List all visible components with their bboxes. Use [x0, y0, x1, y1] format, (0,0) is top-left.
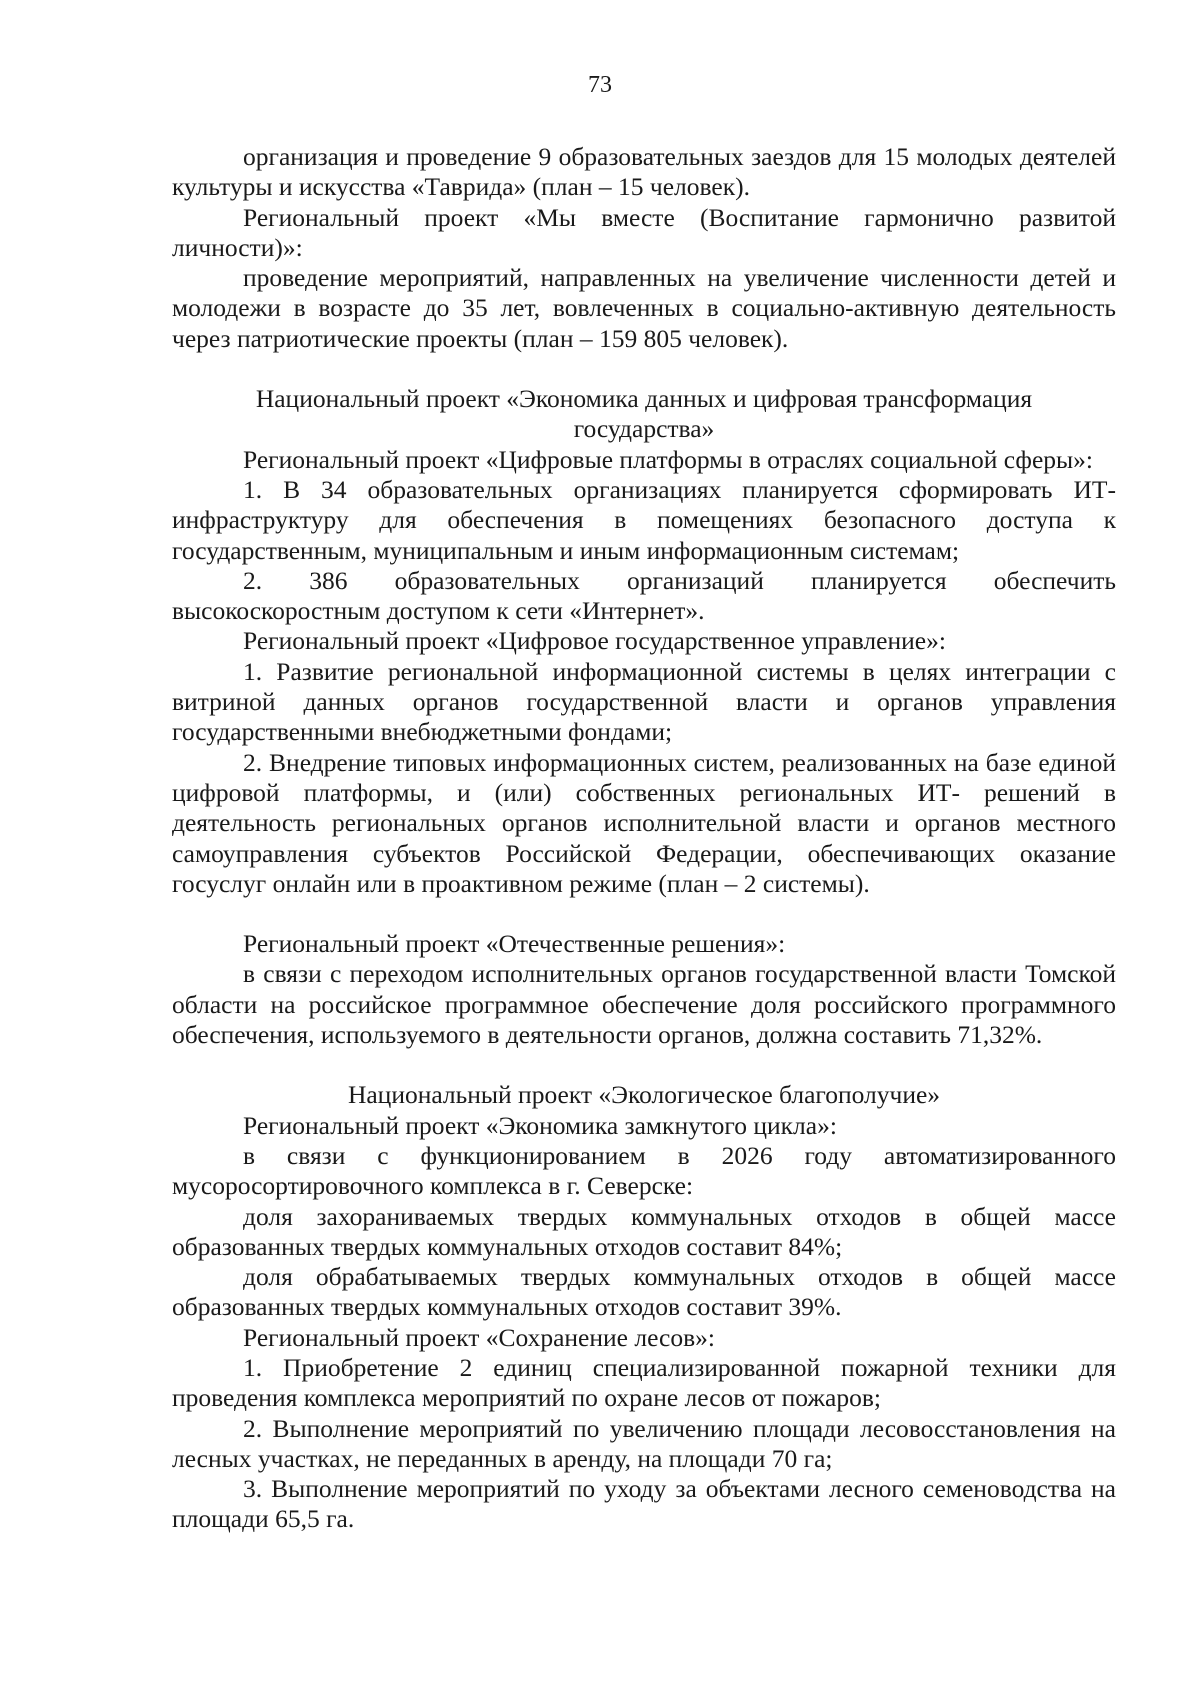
paragraph: 2. Выполнение мероприятий по увеличению площади лесовосстановления на лесных участках, не переданных в аренду, на площади 70 га;: [172, 1413, 1116, 1473]
paragraph: Региональный проект «Мы вместе (Воспитание гармонично развитой личности)»:: [172, 202, 1116, 262]
paragraph: доля обрабатываемых твердых коммунальных отходов в общей массе образованных твердых коммунальных отходов составит 39%.: [172, 1262, 1116, 1322]
paragraph: 1. Развитие региональной информационной системы в целях интеграции с витриной данных органов государственной власти и органов управления государственными внебюджетными фондами;: [172, 656, 1116, 747]
paragraph: 2. Внедрение типовых информационных систем, реализованных на базе единой цифровой платформы, и (или) собственных региональных ИТ- решений в деятельность региональных органов исполнительной власти и органов местного самоуправления субъектов Российской Федерации, обеспечивающих оказание госуслуг онлайн или в проактивном режиме (план – 2 системы).: [172, 747, 1116, 898]
paragraph: 3. Выполнение мероприятий по уходу за объектами лесного семеноводства на площади 65,5 га.: [172, 1474, 1116, 1534]
paragraph: 1. В 34 образовательных организациях планируется сформировать ИТ-инфраструктуру для обеспечения в помещениях безопасного доступа к государственным, муниципальным и иным информационным системам;: [172, 474, 1116, 565]
page-number: 73: [588, 72, 612, 98]
section-heading: Национальный проект «Экологическое благополучие»: [347, 1080, 941, 1110]
paragraph: Региональный проект «Отечественные решения»:: [243, 929, 786, 959]
paragraph: в связи с переходом исполнительных органов государственной власти Томской области на российское программное обеспечение доля российского программного обеспечения, используемого в деятельности органов, должна составить 71,32%.: [172, 959, 1116, 1050]
paragraph: Региональный проект «Цифровые платформы в отраслях социальной сферы»:: [243, 444, 1093, 474]
paragraph: в связи с функционированием в 2026 году автоматизированного мусоросортировочного комплекса в г. Северске:: [172, 1140, 1116, 1201]
document-body: [172, 142, 1116, 1535]
paragraph: доля захораниваемых твердых коммунальных отходов в общей массе образованных твердых коммунальных отходов составит 84%;: [172, 1201, 1116, 1261]
paragraph: Региональный проект «Сохранение лесов»:: [243, 1322, 715, 1352]
paragraph: организация и проведение 9 образовательных заездов для 15 молодых деятелей культуры и искусства «Таврида» (план – 15 человек).: [172, 142, 1116, 202]
paragraph: Региональный проект «Цифровое государственное управление»:: [243, 626, 946, 656]
section-heading: Национальный проект «Экономика данных и цифровая трансформация государства»: [255, 384, 1033, 444]
paragraph: 2. 386 образовательных организаций планируется обеспечить высокоскоростным доступом к сети «Интернет».: [172, 565, 1116, 626]
paragraph: проведение мероприятий, направленных на увеличение численности детей и молодежи в возрасте до 35 лет, вовлеченных в социально-активную деятельность через патриотические проекты (план – 159 805 человек).: [172, 263, 1116, 353]
paragraph: Региональный проект «Экономика замкнутого цикла»:: [243, 1110, 837, 1140]
paragraph: 1. Приобретение 2 единиц специализированной пожарной техники для проведения комплекса мероприятий по охране лесов от пожаров;: [172, 1352, 1116, 1413]
